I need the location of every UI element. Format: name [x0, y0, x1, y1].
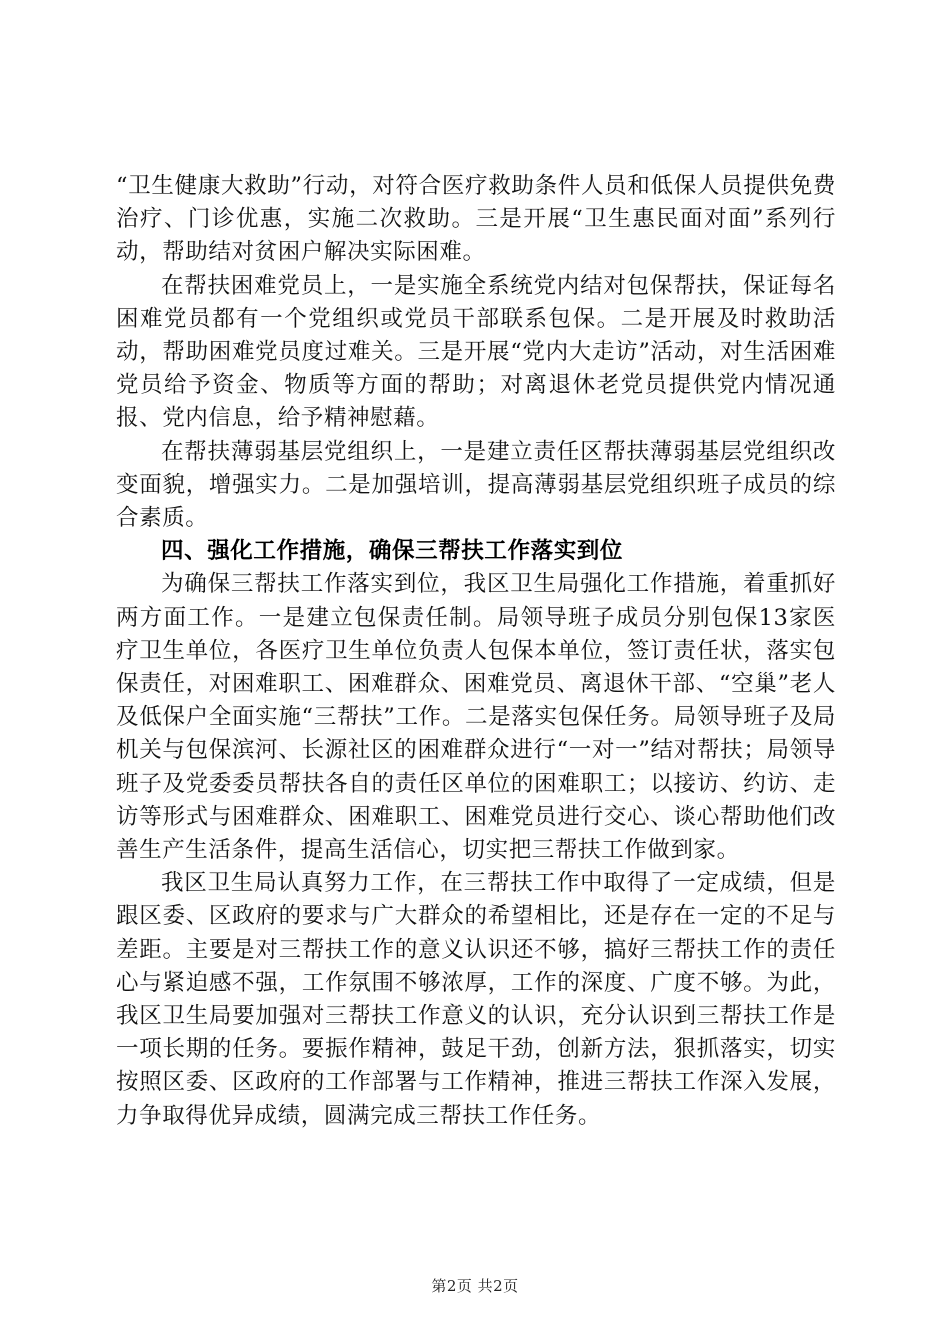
paragraph-conclusion: 我区卫生局认真努力工作，在三帮扶工作中取得了一定成绩，但是跟区委、区政府的要求与广大群众的希望相比，还是存在一定的不足与差距。主要是对三帮扶工作的意义认识还不够，搞好三帮扶工作的责任心与紧迫感不强，工作氛围不够浓厚，工作的深度、广度不够。为此，我区卫生局要加强对三帮扶工作意义的认识，充分认识到三帮扶工作是一项长期的任务。要振作精神，鼓足干劲，创新方法，狠抓落实，切实按照区委、区政府的工作部署与工作精神，推进三帮扶工作深入发展，力争取得优异成绩，圆满完成三帮扶工作任务。: [116, 870, 836, 1129]
document-body: [116, 170, 836, 1133]
paragraph-party-members: 在帮扶困难党员上，一是实施全系统党内结对包保帮扶，保证每名困难党员都有一个党组织或党员干部联系包保。二是开展及时救助活动，帮助困难党员度过难关。三是开展“党内大走访”活动，对生活困难党员给予资金、物质等方面的帮助；对离退休老党员提供党内情况通报、党内信息，给予精神慰藉。: [116, 272, 836, 432]
section-heading: 四、强化工作措施，确保三帮扶工作落实到位: [161, 538, 624, 565]
paragraph-measures: 为确保三帮扶工作落实到位，我区卫生局强化工作措施，着重抓好两方面工作。一是建立包保责任制。局领导班子成员分别包保13家医疗卫生单位，各医疗卫生单位负责人包保本单位，签订责任状，落实包保责任，对困难职工、困难群众、困难党员、离退休干部、“空巢”老人及低保户全面实施“三帮扶”工作。二是落实包保任务。局领导班子及局机关与包保滨河、长源社区的困难群众进行“一对一”结对帮扶；局领导班子及党委委员帮扶各自的责任区单位的困难职工；以接访、约访、走访等形式与困难群众、困难职工、困难党员进行交心、谈心帮助他们改善生产生活条件，提高生活信心，切实把三帮扶工作做到家。: [116, 571, 836, 864]
paragraph-continuation: “卫生健康大救助”行动，对符合医疗救助条件人员和低保人员提供免费治疗、门诊优惠，实施二次救助。三是开展“卫生惠民面对面”系列行动，帮助结对贫困户解决实际困难。: [116, 173, 836, 266]
paragraph-grassroots-orgs: 在帮扶薄弱基层党组织上，一是建立责任区帮扶薄弱基层党组织改变面貌，增强实力。二是加强培训，提高薄弱基层党组织班子成员的综合素质。: [116, 438, 836, 532]
page-footer: 第2页 共2页: [431, 1277, 519, 1295]
